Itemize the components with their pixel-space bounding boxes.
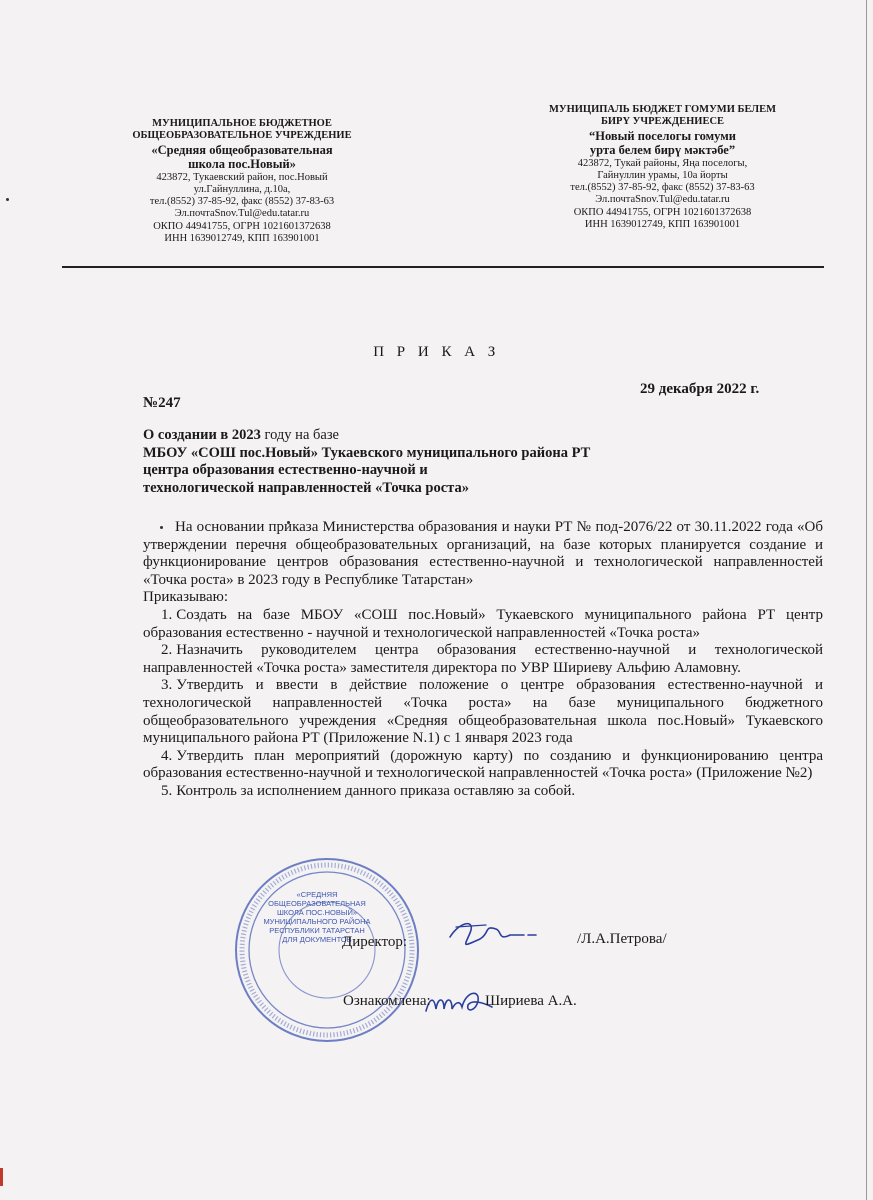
seal-line: ШКОЛА ПОС.НОВЫЙ» [276,908,358,917]
page-edge [866,0,867,1200]
phone-line: тел.(8552) 37-85-92, факс (8552) 37-83-63 [570,182,755,194]
address-line2: ул.Гайнуллина, д.10а, [193,183,291,195]
item-number: 3. [161,677,173,694]
letterhead-tatar [520,104,805,231]
org-type-line2: ОБЩЕОБРАЗОВАТЕЛЬНОЕ УЧРЕЖДЕНИЕ [132,130,352,142]
scan-mark [0,1168,3,1186]
item-number: 1. [161,606,173,623]
document-title: П Р И К А З [373,344,500,360]
inn-line: ИНН 1639012749, КПП 163901001 [164,233,320,245]
order-body [143,519,823,801]
org-type-line2: БИРҮ УЧРЕЖДЕНИЕСЕ [600,116,725,128]
org-name-line1: “Новый поселогы гомуми [589,128,736,143]
org-type-line1: МУНИЦИПАЛЬНОЕ БЮДЖЕТНОЕ [152,118,332,129]
order-item [143,642,823,677]
acknowledged-name: Шириева А.А. [485,993,577,1009]
order-number: №247 [143,395,181,411]
item-text: Назначить руководителем центра образования естественно-научной и технологической направленностей «Точка роста» заместителя директора по УВР Шириеву Альфию Аламовну. [143,642,823,676]
item-text: Утвердить план мероприятий (дорожную карту) по созданию и функционированию центра образования естественно-научной и технологической направленностей «Точка роста» (Приложение №2) [143,747,823,782]
inn-line: ИНН 1639012749, КПП 163901001 [584,219,741,231]
director-signature [440,913,540,953]
order-item [143,748,823,783]
director-name: /Л.А.Петрова/ [577,931,667,947]
acknowledged-label: Ознакомлена: [343,993,431,1009]
subject-line1-normal: году на базе [260,427,339,443]
phone-line: тел.(8552) 37-85-92, факс (8552) 37-83-63 [149,196,335,208]
order-item [143,607,823,642]
order-item [143,677,823,747]
seal-line: ОБЩЕОБРАЗОВАТЕЛЬНАЯ [268,899,366,908]
subject-line3: центра образования естественно-научной и [143,462,428,478]
org-type-line1: МУНИЦИПАЛЬ БЮДЖЕТ ГОМУМИ БЕЛЕМ [548,104,777,115]
order-subject [143,427,703,497]
order-date: 29 декабря 2022 г. [640,381,760,397]
seal-line: «СРЕДНЯЯ [296,890,338,899]
org-name-line2: урта белем бирү мәктәбе” [589,143,736,158]
org-name-line1: «Средняя общеобразовательная [151,142,333,157]
director-label: Директор: [342,934,408,950]
item-text: Контроль за исполнением данного приказа оставляю за собой. [176,782,576,799]
letterhead-russian [100,118,384,245]
order-item [143,783,823,801]
item-text: Создать на базе МБОУ «СОШ пос.Новый» Тукаевского муниципального района РТ центр образования естественно - научной и технологической направленностей «Точка роста» [143,606,823,641]
address-line1: 423872, Тукаевский район, пос.Новый [156,171,328,183]
item-number: 5. [161,782,173,799]
seal-line: РЕСПУБЛИКИ ТАТАРСТАН [269,926,365,935]
subject-line2: МБОУ «СОШ пос.Новый» Тукаевского муниципального района РТ [143,444,591,461]
address-line2: Гайнуллин урамы, 10а йорты [597,169,728,181]
letterhead-divider [62,266,824,268]
email-line: Эл.почтаSnov.Tul@edu.tatar.ru [595,194,730,206]
item-number: 2. [161,642,173,659]
org-name-line2: школа пос.Новый» [188,157,296,172]
address-line1: 423872, Тукай районы, Яңа поселогы, [577,157,748,169]
item-text: Утвердить и ввести в действие положение о центре образования естественно-научной и технологической направленностей «Точка роста» на базе муниципального бюджетного общеобразовательного учреждения «Средняя общеобразовательная школа пос.Новый» Тукаевского муниципального района РТ (Приложение N.1) с 1 января 2023 года [143,677,823,747]
subject-line1-bold: О создании в 2023 [143,427,261,443]
item-number: 4. [161,747,173,764]
seal-line: ДЛЯ ДОКУМЕНТОВ [282,935,352,944]
email-line: Эл.почтаSnov.Tul@edu.tatar.ru [174,208,310,220]
seal-line: МУНИЦИПАЛЬНОГО РАЙОНА [263,917,371,926]
okpo-line: ОКПО 44941755, ОГРН 1021601372638 [573,206,752,218]
subject-line4: технологической направленностей «Точка роста» [143,479,469,496]
scan-speck [6,198,9,201]
okpo-line: ОКПО 44941755, ОГРН 1021601372638 [153,220,331,232]
order-word: Приказываю: [143,589,228,606]
preamble: На основании приказа Министерства образования и науки РТ № под-2076/22 от 30.11.2022 года «Об утверждении перечня общеобразовательных организаций, на базе которых планируется создание и функционирование центров образования естественно-научной и технологической направленностей «Точка роста» в 2023 году в Республике Татарстан» [143,519,823,588]
